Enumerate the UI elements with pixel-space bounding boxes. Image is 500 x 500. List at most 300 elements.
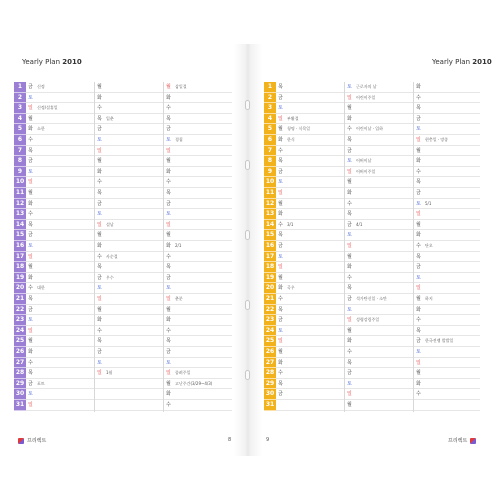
day-cell[interactable] xyxy=(26,283,94,294)
day-note: 하지 xyxy=(425,296,433,301)
day-cell[interactable] xyxy=(95,326,163,337)
weekday-label: 수 xyxy=(97,179,102,186)
day-cell[interactable] xyxy=(414,82,480,93)
weekday-label: 화 xyxy=(28,274,33,281)
day-cell[interactable] xyxy=(414,220,480,231)
day-cell[interactable] xyxy=(414,146,480,157)
day-cell[interactable] xyxy=(95,294,163,305)
day-cell[interactable] xyxy=(276,82,344,93)
day-cell[interactable] xyxy=(95,82,163,93)
day-cell[interactable] xyxy=(345,368,413,379)
day-number: 31 xyxy=(264,400,276,411)
day-cell[interactable] xyxy=(345,230,413,241)
day-cell[interactable] xyxy=(26,167,94,178)
day-cell[interactable] xyxy=(345,294,413,305)
day-cell[interactable] xyxy=(276,188,344,199)
day-cell[interactable] xyxy=(95,358,163,369)
day-cell[interactable] xyxy=(95,379,163,390)
day-cell[interactable] xyxy=(26,273,94,284)
day-cell[interactable] xyxy=(26,294,94,305)
weekday-label: 화 xyxy=(97,317,102,324)
day-cell[interactable] xyxy=(345,188,413,199)
brand-icon xyxy=(470,438,476,444)
day-cell[interactable] xyxy=(26,146,94,157)
day-number: 28 xyxy=(14,368,26,379)
weekday-label: 수 xyxy=(28,285,33,292)
weekday-label: 화 xyxy=(347,190,352,196)
weekday-label: 월 xyxy=(97,306,102,313)
day-cell[interactable] xyxy=(345,305,413,316)
weekday-label: 수 xyxy=(278,296,283,302)
weekday-label: 금 xyxy=(28,158,33,165)
day-cell[interactable] xyxy=(276,167,344,178)
day-cell[interactable] xyxy=(414,209,480,220)
day-number: 21 xyxy=(264,294,276,305)
weekday-label: 일 xyxy=(347,243,352,249)
day-cell[interactable] xyxy=(414,177,480,188)
day-cell[interactable] xyxy=(95,241,163,252)
day-cell[interactable] xyxy=(345,209,413,220)
weekday-label: 월 xyxy=(166,306,171,313)
day-cell[interactable] xyxy=(345,177,413,188)
weekday-label: 금 xyxy=(166,126,171,133)
day-note: 한국전쟁 발발일 xyxy=(425,338,454,344)
day-cell[interactable] xyxy=(345,199,413,210)
weekday-label: 일 xyxy=(347,391,352,398)
day-cell[interactable] xyxy=(414,114,480,125)
weekday-label: 금 xyxy=(278,94,283,101)
day-cell[interactable] xyxy=(276,252,344,263)
weekday-label: 월 xyxy=(166,380,171,387)
day-number: 12 xyxy=(14,199,26,210)
day-cell[interactable] xyxy=(164,283,232,294)
day-number: 24 xyxy=(264,326,276,337)
day-cell[interactable] xyxy=(164,188,232,199)
weekday-label: 목 xyxy=(416,179,421,186)
weekday-label: 목 xyxy=(416,253,421,260)
weekday-label: 화 xyxy=(416,84,421,90)
day-cell[interactable] xyxy=(164,379,232,390)
day-cell[interactable] xyxy=(26,124,94,135)
day-cell[interactable] xyxy=(345,220,413,231)
day-cell[interactable] xyxy=(345,252,413,263)
day-cell[interactable] xyxy=(414,262,480,273)
day-cell[interactable] xyxy=(26,379,94,390)
day-note: 1월 xyxy=(106,370,113,376)
day-cell[interactable] xyxy=(95,114,163,125)
weekday-label: 월 xyxy=(278,126,283,133)
month-header-february: 2 February xyxy=(101,71,135,81)
day-cell[interactable] xyxy=(276,294,344,305)
day-cell[interactable] xyxy=(95,199,163,210)
weekday-label: 토 xyxy=(416,349,421,355)
day-cell[interactable] xyxy=(95,209,163,220)
day-number: 4 xyxy=(264,114,276,125)
day-cell[interactable] xyxy=(414,305,480,316)
day-cell[interactable] xyxy=(26,347,94,358)
day-cell[interactable] xyxy=(276,379,344,390)
day-number: 23 xyxy=(14,315,26,326)
day-cell[interactable] xyxy=(26,93,94,104)
weekday-label: 목 xyxy=(97,190,102,196)
weekday-label: 화 xyxy=(28,126,33,133)
day-note: 어린이날 · 입하 xyxy=(356,126,383,132)
day-cell[interactable] xyxy=(345,315,413,326)
day-number: 29 xyxy=(264,379,276,390)
day-cell[interactable] xyxy=(276,347,344,358)
day-cell[interactable] xyxy=(26,199,94,210)
weekday-label: 수 xyxy=(166,253,171,260)
day-cell[interactable] xyxy=(414,368,480,379)
day-cell[interactable] xyxy=(164,135,232,146)
binding-ring xyxy=(245,160,250,170)
weekday-label: 화 xyxy=(347,338,352,345)
weekday-label: 일 xyxy=(97,221,102,228)
weekday-label: 화 xyxy=(97,243,102,249)
day-number: 2 xyxy=(264,93,276,104)
day-cell[interactable] xyxy=(26,230,94,241)
day-cell[interactable] xyxy=(276,156,344,167)
day-number: 8 xyxy=(264,156,276,167)
day-cell[interactable] xyxy=(26,156,94,167)
weekday-label: 일 xyxy=(166,147,171,154)
day-cell[interactable] xyxy=(345,326,413,337)
weekday-label: 일 xyxy=(416,285,421,292)
day-cell[interactable] xyxy=(414,400,480,411)
column-divider xyxy=(413,82,414,412)
day-cell[interactable] xyxy=(164,82,232,93)
weekday-label: 일 xyxy=(278,264,283,271)
day-cell[interactable] xyxy=(276,135,344,146)
weekday-label: 수 xyxy=(347,200,352,207)
day-cell[interactable] xyxy=(276,93,344,104)
weekday-label: 수 xyxy=(166,327,171,334)
day-cell[interactable] xyxy=(164,167,232,178)
day-cell[interactable] xyxy=(414,241,480,252)
weekday-label: 화 xyxy=(28,200,33,207)
day-cell[interactable] xyxy=(414,389,480,400)
day-number: 9 xyxy=(14,167,26,178)
day-number: 25 xyxy=(264,336,276,347)
day-cell[interactable] xyxy=(95,177,163,188)
weekday-label: 수 xyxy=(416,243,421,249)
day-cell[interactable] xyxy=(414,156,480,167)
day-cell[interactable] xyxy=(164,241,232,252)
day-cell[interactable] xyxy=(276,368,344,379)
day-note: 우수 xyxy=(106,274,114,280)
day-cell[interactable] xyxy=(164,347,232,358)
day-cell[interactable] xyxy=(414,294,480,305)
day-cell[interactable] xyxy=(26,252,94,263)
weekday-label: 화 xyxy=(278,211,283,218)
day-cell[interactable] xyxy=(414,230,480,241)
weekday-label: 화 xyxy=(278,137,283,143)
day-cell[interactable] xyxy=(345,347,413,358)
weekday-label: 일 xyxy=(278,115,283,122)
day-note: 대한 xyxy=(37,285,45,291)
day-cell[interactable] xyxy=(276,336,344,347)
day-note: 단오 xyxy=(425,243,433,248)
day-cell[interactable] xyxy=(95,273,163,284)
day-cell[interactable] xyxy=(26,358,94,369)
day-cell[interactable] xyxy=(276,209,344,220)
day-cell[interactable] xyxy=(345,283,413,294)
day-cell[interactable] xyxy=(345,135,413,146)
day-note: 경칩 xyxy=(175,137,183,142)
day-number: 20 xyxy=(264,283,276,294)
day-cell[interactable] xyxy=(345,241,413,252)
day-cell[interactable] xyxy=(26,326,94,337)
day-cell[interactable] xyxy=(26,188,94,199)
weekday-label: 화 xyxy=(166,94,171,101)
day-cell[interactable] xyxy=(164,358,232,369)
day-cell[interactable] xyxy=(164,389,232,400)
day-note: 5/1 xyxy=(425,200,432,206)
day-cell[interactable] xyxy=(95,305,163,316)
weekday-label: 금 xyxy=(347,221,352,228)
day-cell[interactable] xyxy=(414,326,480,337)
day-cell[interactable] xyxy=(26,336,94,347)
day-cell[interactable] xyxy=(95,188,163,199)
day-cell[interactable] xyxy=(345,103,413,114)
day-cell[interactable] xyxy=(95,135,163,146)
weekday-label: 금 xyxy=(166,274,171,281)
day-cell[interactable] xyxy=(345,400,413,411)
day-cell[interactable] xyxy=(345,167,413,178)
brand-icon xyxy=(18,438,24,444)
day-cell[interactable] xyxy=(414,199,480,210)
day-cell[interactable] xyxy=(345,82,413,93)
weekday-label: 목 xyxy=(97,338,102,345)
day-cell[interactable] xyxy=(164,177,232,188)
day-cell[interactable] xyxy=(95,156,163,167)
weekday-label: 목 xyxy=(347,285,352,292)
day-cell[interactable] xyxy=(164,262,232,273)
day-cell[interactable] xyxy=(95,252,163,263)
weekday-label: 화 xyxy=(416,158,421,165)
binding-ring xyxy=(245,370,250,380)
day-cell[interactable] xyxy=(276,220,344,231)
day-cell[interactable] xyxy=(26,220,94,231)
day-cell[interactable] xyxy=(345,93,413,104)
day-cell[interactable] xyxy=(276,305,344,316)
day-cell[interactable] xyxy=(26,82,94,93)
day-cell[interactable] xyxy=(26,315,94,326)
day-number: 26 xyxy=(264,347,276,358)
day-cell[interactable] xyxy=(414,167,480,178)
day-cell[interactable] xyxy=(414,135,480,146)
weekday-label: 토 xyxy=(28,243,33,249)
day-cell[interactable] xyxy=(26,305,94,316)
day-cell[interactable] xyxy=(95,220,163,231)
day-number: 11 xyxy=(264,188,276,199)
day-cell[interactable] xyxy=(276,283,344,294)
day-cell[interactable] xyxy=(414,273,480,284)
day-cell[interactable] xyxy=(276,124,344,135)
day-cell[interactable] xyxy=(164,315,232,326)
weekday-label: 토 xyxy=(28,168,33,175)
day-note: 3/1 xyxy=(287,221,294,227)
day-cell[interactable] xyxy=(276,230,344,241)
day-cell[interactable] xyxy=(164,326,232,337)
day-cell[interactable] xyxy=(95,283,163,294)
weekday-label: 일 xyxy=(97,147,102,154)
day-cell[interactable] xyxy=(95,146,163,157)
day-cell[interactable] xyxy=(414,336,480,347)
day-cell[interactable] xyxy=(95,93,163,104)
day-number: 10 xyxy=(14,177,26,188)
day-cell[interactable] xyxy=(164,230,232,241)
day-cell[interactable] xyxy=(276,273,344,284)
day-cell[interactable] xyxy=(414,358,480,369)
day-cell[interactable] xyxy=(345,273,413,284)
weekday-label: 월 xyxy=(347,327,352,334)
day-cell[interactable] xyxy=(26,114,94,125)
day-cell[interactable] xyxy=(414,103,480,114)
weekday-label: 월 xyxy=(166,158,171,165)
day-cell[interactable] xyxy=(414,315,480,326)
weekday-label: 금 xyxy=(28,84,33,90)
weekday-label: 수 xyxy=(97,327,102,334)
month-header-april: 4 April xyxy=(282,71,306,81)
day-note: 현충일 · 망종 xyxy=(425,137,449,142)
day-cell[interactable] xyxy=(276,241,344,252)
day-cell[interactable] xyxy=(414,124,480,135)
weekday-label: 금 xyxy=(28,232,33,239)
day-cell[interactable] xyxy=(26,389,94,400)
day-cell[interactable] xyxy=(164,146,232,157)
day-cell[interactable] xyxy=(26,103,94,114)
day-cell[interactable] xyxy=(164,156,232,167)
brand-logo-left: 프리렉트 xyxy=(18,437,46,444)
weekday-label: 일 xyxy=(347,94,352,101)
day-cell[interactable] xyxy=(26,368,94,379)
day-cell[interactable] xyxy=(276,315,344,326)
weekday-label: 토 xyxy=(416,200,421,207)
day-cell[interactable] xyxy=(414,379,480,390)
day-cell[interactable] xyxy=(95,230,163,241)
day-cell[interactable] xyxy=(164,305,232,316)
day-cell[interactable] xyxy=(345,114,413,125)
day-cell[interactable] xyxy=(95,103,163,114)
day-cell[interactable] xyxy=(26,262,94,273)
day-cell[interactable] xyxy=(276,358,344,369)
day-cell[interactable] xyxy=(95,124,163,135)
weekday-label: 월 xyxy=(347,253,352,260)
weekday-label: 금 xyxy=(347,296,352,302)
day-cell[interactable] xyxy=(276,326,344,337)
day-cell[interactable] xyxy=(164,114,232,125)
weekday-label: 수 xyxy=(416,391,421,398)
month-header-may: 5 May xyxy=(351,71,373,81)
day-number: 26 xyxy=(14,347,26,358)
day-cell[interactable] xyxy=(164,368,232,379)
day-cell[interactable] xyxy=(164,220,232,231)
day-cell[interactable] xyxy=(345,262,413,273)
day-cell[interactable] xyxy=(345,124,413,135)
day-cell[interactable] xyxy=(95,400,163,411)
weekday-label: 월 xyxy=(347,105,352,112)
weekday-label: 목 xyxy=(166,338,171,345)
day-cell[interactable] xyxy=(164,209,232,220)
day-cell[interactable] xyxy=(345,389,413,400)
day-number: 6 xyxy=(264,135,276,146)
weekday-label: 토 xyxy=(97,359,102,366)
day-cell[interactable] xyxy=(345,379,413,390)
day-cell[interactable] xyxy=(276,177,344,188)
weekday-label: 일 xyxy=(347,168,352,175)
day-cell[interactable] xyxy=(164,252,232,263)
day-cell[interactable] xyxy=(164,273,232,284)
day-note: 춘분 xyxy=(175,296,183,301)
day-cell[interactable] xyxy=(345,358,413,369)
day-cell[interactable] xyxy=(95,368,163,379)
weekday-label: 월 xyxy=(97,232,102,239)
binding-ring xyxy=(245,230,250,240)
day-cell[interactable] xyxy=(26,209,94,220)
weekday-label: 목 xyxy=(278,380,283,387)
day-cell[interactable] xyxy=(276,400,344,411)
day-cell[interactable] xyxy=(26,400,94,411)
day-cell[interactable] xyxy=(414,347,480,358)
day-cell[interactable] xyxy=(95,347,163,358)
day-number: 14 xyxy=(14,220,26,231)
weekday-label: 화 xyxy=(278,359,283,366)
day-cell[interactable] xyxy=(164,124,232,135)
day-cell[interactable] xyxy=(164,400,232,411)
day-cell[interactable] xyxy=(164,199,232,210)
day-cell[interactable] xyxy=(164,336,232,347)
day-cell[interactable] xyxy=(164,294,232,305)
weekday-label: 월 xyxy=(416,370,421,377)
month-header-january: 1 January xyxy=(32,71,63,81)
day-cell[interactable] xyxy=(345,336,413,347)
day-cell[interactable] xyxy=(95,389,163,400)
day-cell[interactable] xyxy=(414,188,480,199)
weekday-label: 목 xyxy=(166,190,171,196)
month-header-march: 3 March xyxy=(170,71,197,81)
day-note: 곡우 xyxy=(287,285,295,291)
day-cell[interactable] xyxy=(345,156,413,167)
day-note: 어버이날 xyxy=(356,158,372,164)
column-divider xyxy=(94,82,95,412)
day-cell[interactable] xyxy=(26,177,94,188)
day-cell[interactable] xyxy=(95,167,163,178)
weekday-label: 목 xyxy=(28,296,33,302)
brand-logo-right: 프리렉트 xyxy=(448,437,476,444)
day-cell[interactable] xyxy=(26,241,94,252)
day-cell[interactable] xyxy=(414,93,480,104)
day-cell[interactable] xyxy=(414,252,480,263)
day-number: 30 xyxy=(14,389,26,400)
day-cell[interactable] xyxy=(26,135,94,146)
day-cell[interactable] xyxy=(276,146,344,157)
day-cell[interactable] xyxy=(276,262,344,273)
day-cell[interactable] xyxy=(95,336,163,347)
day-cell[interactable] xyxy=(95,262,163,273)
day-cell[interactable] xyxy=(345,146,413,157)
day-cell[interactable] xyxy=(276,103,344,114)
day-cell[interactable] xyxy=(276,114,344,125)
weekday-label: 월 xyxy=(347,179,352,186)
day-cell[interactable] xyxy=(276,199,344,210)
day-cell[interactable] xyxy=(414,283,480,294)
day-cell[interactable] xyxy=(164,93,232,104)
day-cell[interactable] xyxy=(276,389,344,400)
day-note: 부활절 xyxy=(287,115,299,121)
day-cell[interactable] xyxy=(164,103,232,114)
day-cell[interactable] xyxy=(95,315,163,326)
